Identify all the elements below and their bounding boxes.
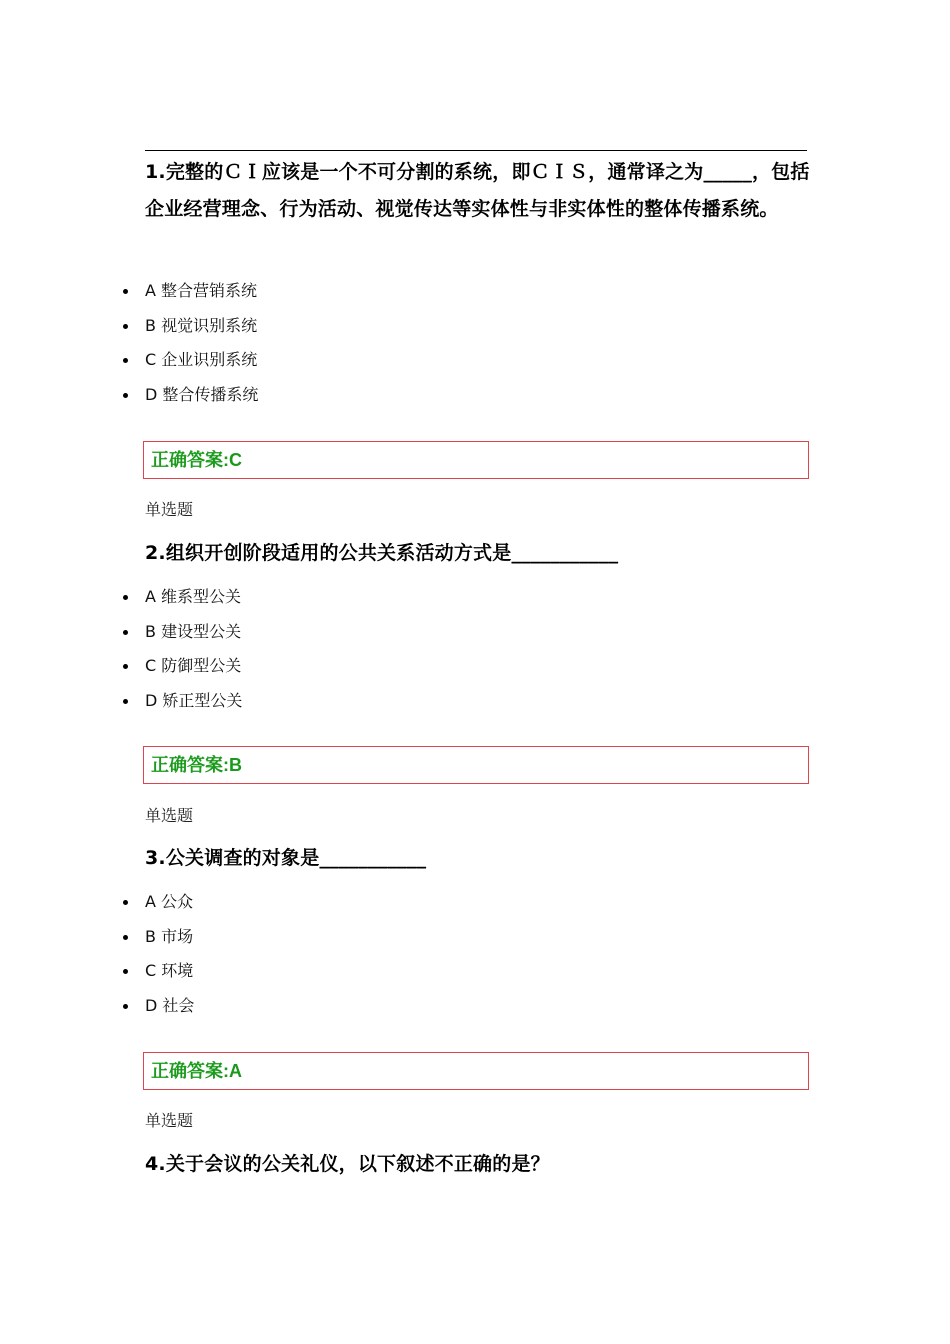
question-3-number: 3.	[145, 847, 166, 869]
bullet-icon	[123, 393, 128, 398]
question-1-option-d[interactable]	[120, 378, 258, 413]
question-1-answer-box	[143, 441, 809, 479]
option-label: A 维系型公关	[145, 587, 242, 606]
bullet-icon	[123, 1004, 128, 1009]
bullet-icon	[123, 289, 128, 294]
question-1-text-after: ，包括企业经营理念、行为活动、视觉传达等实体性与非实体性的整体传播系统。	[145, 161, 810, 220]
question-2-option-b[interactable]	[120, 615, 242, 650]
question-2-option-d[interactable]	[120, 684, 242, 719]
option-label: A 整合营销系统	[145, 281, 258, 300]
option-label: A 公众	[145, 892, 194, 911]
question-1-answer: 正确答案:C	[151, 450, 242, 470]
question-1-number: 1.	[145, 161, 166, 183]
bullet-icon	[123, 969, 128, 974]
bullet-icon	[123, 595, 128, 600]
bullet-icon	[123, 900, 128, 905]
question-4-type-label: 单选题	[145, 1111, 194, 1130]
question-3-options	[120, 885, 194, 1023]
question-2-text: 组织开创阶段适用的公共关系活动方式是	[165, 542, 512, 564]
question-3-option-b[interactable]	[120, 920, 194, 955]
question-3-blank: ___________	[319, 847, 427, 869]
option-label: C 防御型公关	[145, 656, 242, 676]
bullet-icon	[123, 630, 128, 635]
bullet-icon	[123, 324, 128, 329]
question-3-type-label: 单选题	[145, 806, 194, 825]
option-label: C 环境	[145, 961, 194, 981]
question-3-text: 公关调查的对象是	[165, 847, 320, 869]
question-3-title	[145, 840, 810, 877]
question-2-options	[120, 580, 242, 718]
question-1-option-a[interactable]	[120, 274, 258, 309]
question-3-option-c[interactable]	[120, 954, 194, 989]
question-4-number: 4.	[145, 1153, 166, 1175]
bullet-icon	[123, 699, 128, 704]
option-label: D 社会	[145, 995, 195, 1015]
question-2-answer: 正确答案:B	[151, 755, 242, 775]
question-4-title	[145, 1146, 810, 1183]
question-1-title	[145, 154, 810, 228]
option-label: B 建设型公关	[145, 621, 242, 641]
question-1-option-c[interactable]	[120, 343, 258, 378]
top-divider	[145, 150, 807, 151]
question-2-option-c[interactable]	[120, 649, 242, 684]
question-2-blank: ___________	[511, 542, 619, 564]
question-2-answer-box	[143, 746, 809, 784]
question-1-text: 完整的ＣＩ应该是一个不可分割的系统，即ＣＩＳ，通常译之为	[165, 161, 704, 183]
question-1-options	[120, 274, 258, 412]
question-4-text: 关于会议的公关礼仪，以下叙述不正确的是？	[165, 1153, 550, 1175]
bullet-icon	[123, 358, 128, 363]
question-3-answer: 正确答案:A	[151, 1061, 242, 1081]
option-label: D 整合传播系统	[145, 384, 259, 404]
question-3-option-d[interactable]	[120, 989, 194, 1024]
question-3-option-a[interactable]	[120, 885, 194, 920]
question-1-blank: _____	[703, 161, 752, 183]
question-2-title	[145, 535, 810, 572]
question-2-option-a[interactable]	[120, 580, 242, 615]
question-3-answer-box	[143, 1052, 809, 1090]
option-label: B 视觉识别系统	[145, 315, 258, 335]
question-2-number: 2.	[145, 542, 166, 564]
bullet-icon	[123, 664, 128, 669]
question-1-option-b[interactable]	[120, 309, 258, 344]
question-2-type-label: 单选题	[145, 500, 194, 519]
option-label: C 企业识别系统	[145, 350, 258, 370]
option-label: B 市场	[145, 926, 194, 946]
option-label: D 矫正型公关	[145, 690, 243, 710]
bullet-icon	[123, 935, 128, 940]
